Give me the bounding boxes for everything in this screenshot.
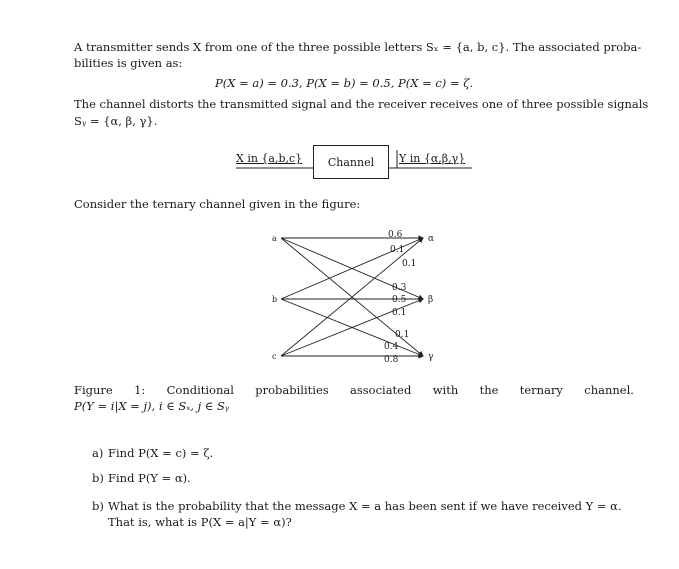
question-text: Find P(Y = α). bbox=[108, 471, 191, 485]
figure-caption bbox=[74, 385, 634, 397]
channel-label: Channel bbox=[327, 155, 375, 169]
caption-word: with bbox=[432, 383, 459, 397]
output-node-gamma: γ bbox=[428, 352, 434, 362]
edge-label-a-beta: 0.3 bbox=[392, 283, 407, 293]
caption-word: Figure bbox=[74, 383, 113, 397]
caption-word: associated bbox=[350, 383, 412, 397]
edge-label-c-gamma: 0.8 bbox=[384, 355, 399, 365]
edge-label-b-beta: 0.5 bbox=[392, 295, 407, 305]
caption-word: 1: bbox=[134, 383, 146, 397]
caption-word: probabilities bbox=[255, 383, 329, 397]
question-text: Find P(X = c) = ζ. bbox=[108, 446, 214, 460]
output-node-alpha: α bbox=[428, 234, 435, 244]
edge-label-c-beta: 0.1 bbox=[392, 308, 407, 318]
intro-line-2: bilities is given as: bbox=[74, 56, 183, 70]
edge-label-b-alpha: 0.1 bbox=[390, 245, 405, 255]
intro-line-3: The channel distorts the transmitted signal and the receiver receives one of three possible signals bbox=[74, 97, 649, 111]
input-node-c: c bbox=[272, 352, 277, 361]
output-label: Y in {α,β,γ} bbox=[399, 152, 466, 165]
probabilities-equation: P(X = a) = 0.3, P(X = b) = 0.5, P(X = c) = ζ. bbox=[215, 76, 474, 90]
edge-label-a-alpha: 0.6 bbox=[388, 230, 403, 240]
question-text: That is, what is P(X = a|Y = α)? bbox=[108, 515, 292, 529]
edge-label-b-gamma: 0.4 bbox=[384, 342, 399, 352]
question-label: b) bbox=[92, 499, 104, 513]
caption-word: ternary bbox=[519, 383, 563, 397]
question-label: a) bbox=[92, 446, 104, 460]
input-label: X in {a,b,c} bbox=[236, 152, 303, 165]
question-text: What is the probability that the message X = a has been sent if we have received Y = α. bbox=[108, 499, 622, 513]
caption-word: Conditional bbox=[166, 383, 234, 397]
input-node-b: b bbox=[272, 295, 278, 304]
output-node-beta: β bbox=[428, 295, 434, 305]
caption-word: channel. bbox=[584, 383, 634, 397]
edge-label-c-alpha: 0.1 bbox=[402, 259, 417, 269]
intro-line-1: A transmitter sends X from one of the three possible letters Sₓ = {a, b, c}. The associated proba- bbox=[74, 40, 642, 54]
consider-text: Consider the ternary channel given in the figure: bbox=[74, 197, 361, 211]
question-label: b) bbox=[92, 471, 104, 485]
input-node-a: a bbox=[272, 234, 277, 243]
caption-line-2: P(Y = i|X = j), i ∈ Sₓ, j ∈ Sᵧ bbox=[74, 399, 230, 413]
caption-word: the bbox=[479, 383, 499, 397]
intro-line-4: Sᵧ = {α, β, γ}. bbox=[74, 114, 158, 128]
edge-label-a-gamma: 0.1 bbox=[395, 330, 410, 340]
